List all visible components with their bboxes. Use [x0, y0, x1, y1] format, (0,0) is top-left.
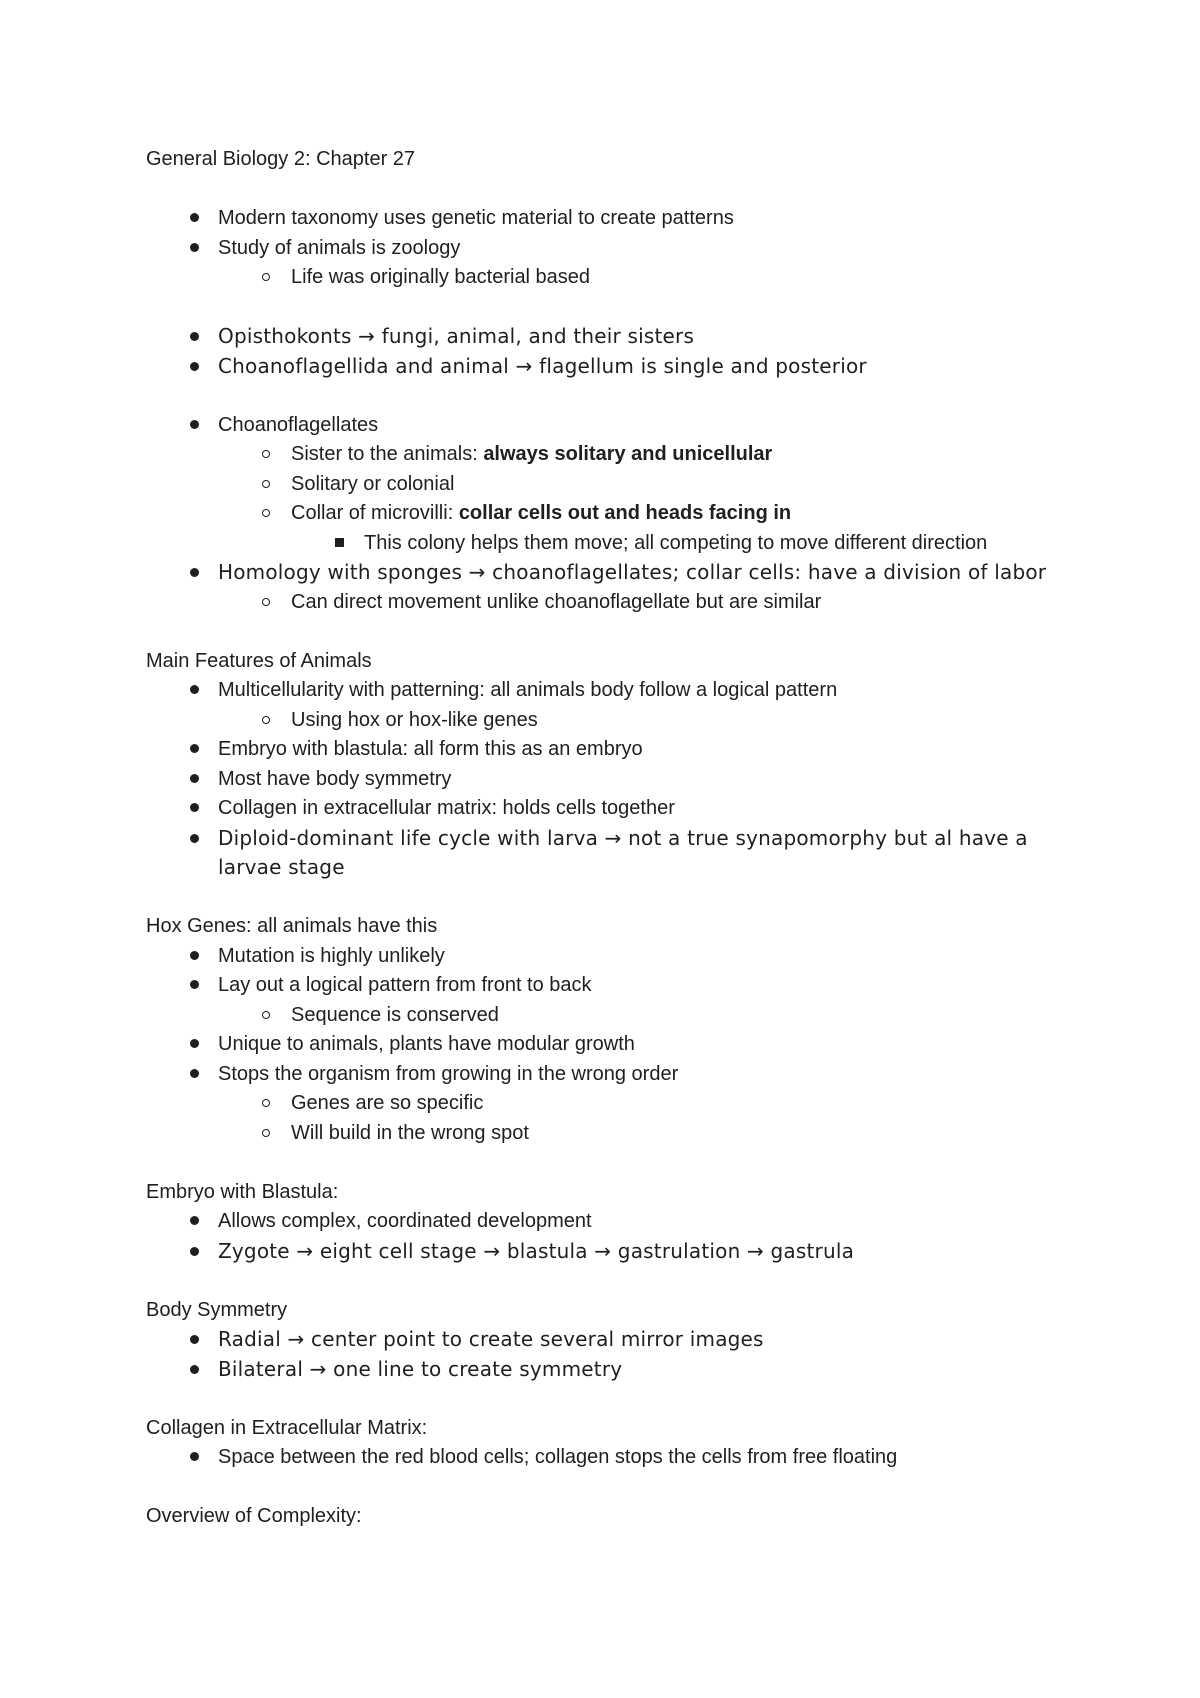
bullet-square-icon — [329, 529, 349, 559]
list-item: Zygote → eight cell stage → blastula → gastrulation → gastrula — [146, 1237, 1076, 1267]
bullet-ring-icon — [256, 706, 276, 736]
section-heading: Hox Genes: all animals have this — [146, 915, 438, 937]
list-item: This colony helps them move; all competing to move different direction — [146, 529, 1076, 559]
bullet-dot-icon — [184, 352, 204, 382]
notes-body — [146, 145, 1076, 1532]
bullet-ring-icon — [256, 470, 276, 500]
bullet-dot-icon — [184, 1030, 204, 1060]
list-item: Stops the organism from growing in the wrong order — [146, 1060, 1076, 1090]
list-item: Modern taxonomy uses genetic material to create patterns — [146, 204, 1076, 234]
bullet-dot-icon — [184, 322, 204, 352]
main-features-list — [146, 676, 1076, 883]
list-item: Sequence is conserved — [146, 1001, 1076, 1031]
list-item: Collagen in extracellular matrix: holds cells together — [146, 794, 1076, 824]
collagen-list — [146, 1443, 1076, 1473]
list-item: Space between the red blood cells; collagen stops the cells from free floating — [146, 1443, 1076, 1473]
bullet-dot-icon — [184, 558, 204, 588]
section-heading: Embryo with Blastula: — [146, 1180, 339, 1203]
bullet-dot-icon — [184, 411, 204, 441]
bullet-ring-icon — [256, 1089, 276, 1119]
list-item: Using hox or hox-like genes — [146, 706, 1076, 736]
bullet-dot-icon — [184, 735, 204, 765]
bullet-dot-icon — [184, 234, 204, 264]
hox-list — [146, 942, 1076, 1149]
intro-list — [146, 204, 1076, 293]
section-heading: Collagen in Extracellular Matrix: — [146, 1416, 428, 1439]
bullet-dot-icon — [184, 204, 204, 234]
bullet-ring-icon — [256, 263, 276, 293]
bullet-ring-icon — [256, 1001, 276, 1031]
list-item: Life was originally bacterial based — [146, 263, 1076, 293]
list-item: Will build in the wrong spot — [146, 1119, 1076, 1149]
bullet-dot-icon — [184, 971, 204, 1001]
bullet-dot-icon — [184, 1237, 204, 1267]
section-heading: Body Symmetry — [146, 1298, 288, 1321]
list-item: Most have body symmetry — [146, 765, 1076, 795]
bullet-dot-icon — [184, 794, 204, 824]
list-item: Collar of microvilli: collar cells out and heads facing in — [146, 499, 1076, 529]
bullet-dot-icon — [184, 1207, 204, 1237]
bullet-dot-icon — [184, 765, 204, 795]
list-item: Opisthokonts → fungi, animal, and their sisters — [146, 322, 1076, 352]
list-item: Allows complex, coordinated development — [146, 1207, 1076, 1237]
bullet-dot-icon — [184, 1355, 204, 1385]
bullet-dot-icon — [184, 824, 204, 854]
page-title: General Biology 2: Chapter 27 — [146, 148, 416, 170]
list-item: Multicellularity with patterning: all animals body follow a logical pattern — [146, 676, 1076, 706]
section-heading: Overview of Complexity: — [146, 1505, 362, 1527]
list-item: Genes are so specific — [146, 1089, 1076, 1119]
bullet-ring-icon — [256, 499, 276, 529]
blastula-list — [146, 1207, 1076, 1266]
symmetry-list — [146, 1325, 1076, 1384]
list-item: Choanoflagellates — [146, 411, 1076, 441]
choanoflagellates-list — [146, 411, 1076, 618]
list-item: Solitary or colonial — [146, 470, 1076, 500]
bullet-dot-icon — [184, 942, 204, 972]
list-item: Study of animals is zoology — [146, 234, 1076, 264]
list-item: Unique to animals, plants have modular growth — [146, 1030, 1076, 1060]
bullet-ring-icon — [256, 588, 276, 618]
bullet-dot-icon — [184, 1443, 204, 1473]
list-item: Radial → center point to create several mirror images — [146, 1325, 1076, 1355]
bullet-dot-icon — [184, 1325, 204, 1355]
list-item: Homology with sponges → choanoflagellates; collar cells: have a division of labor — [146, 558, 1076, 588]
bullet-dot-icon — [184, 676, 204, 706]
list-item: Diploid-dominant life cycle with larva → not a true synapomorphy but al have a larvae stage — [146, 824, 1076, 883]
bullet-dot-icon — [184, 1060, 204, 1090]
list-item: Lay out a logical pattern from front to back — [146, 971, 1076, 1001]
opisthokont-list — [146, 322, 1076, 381]
list-item: Can direct movement unlike choanoflagellate but are similar — [146, 588, 1076, 618]
bullet-ring-icon — [256, 440, 276, 470]
section-heading: Main Features of Animals — [146, 649, 372, 672]
list-item: Embryo with blastula: all form this as an embryo — [146, 735, 1076, 765]
list-item: Sister to the animals: always solitary and unicellular — [146, 440, 1076, 470]
list-item: Choanoflagellida and animal → flagellum is single and posterior — [146, 352, 1076, 382]
list-item: Mutation is highly unlikely — [146, 942, 1076, 972]
list-item: Bilateral → one line to create symmetry — [146, 1355, 1076, 1385]
bullet-ring-icon — [256, 1119, 276, 1149]
